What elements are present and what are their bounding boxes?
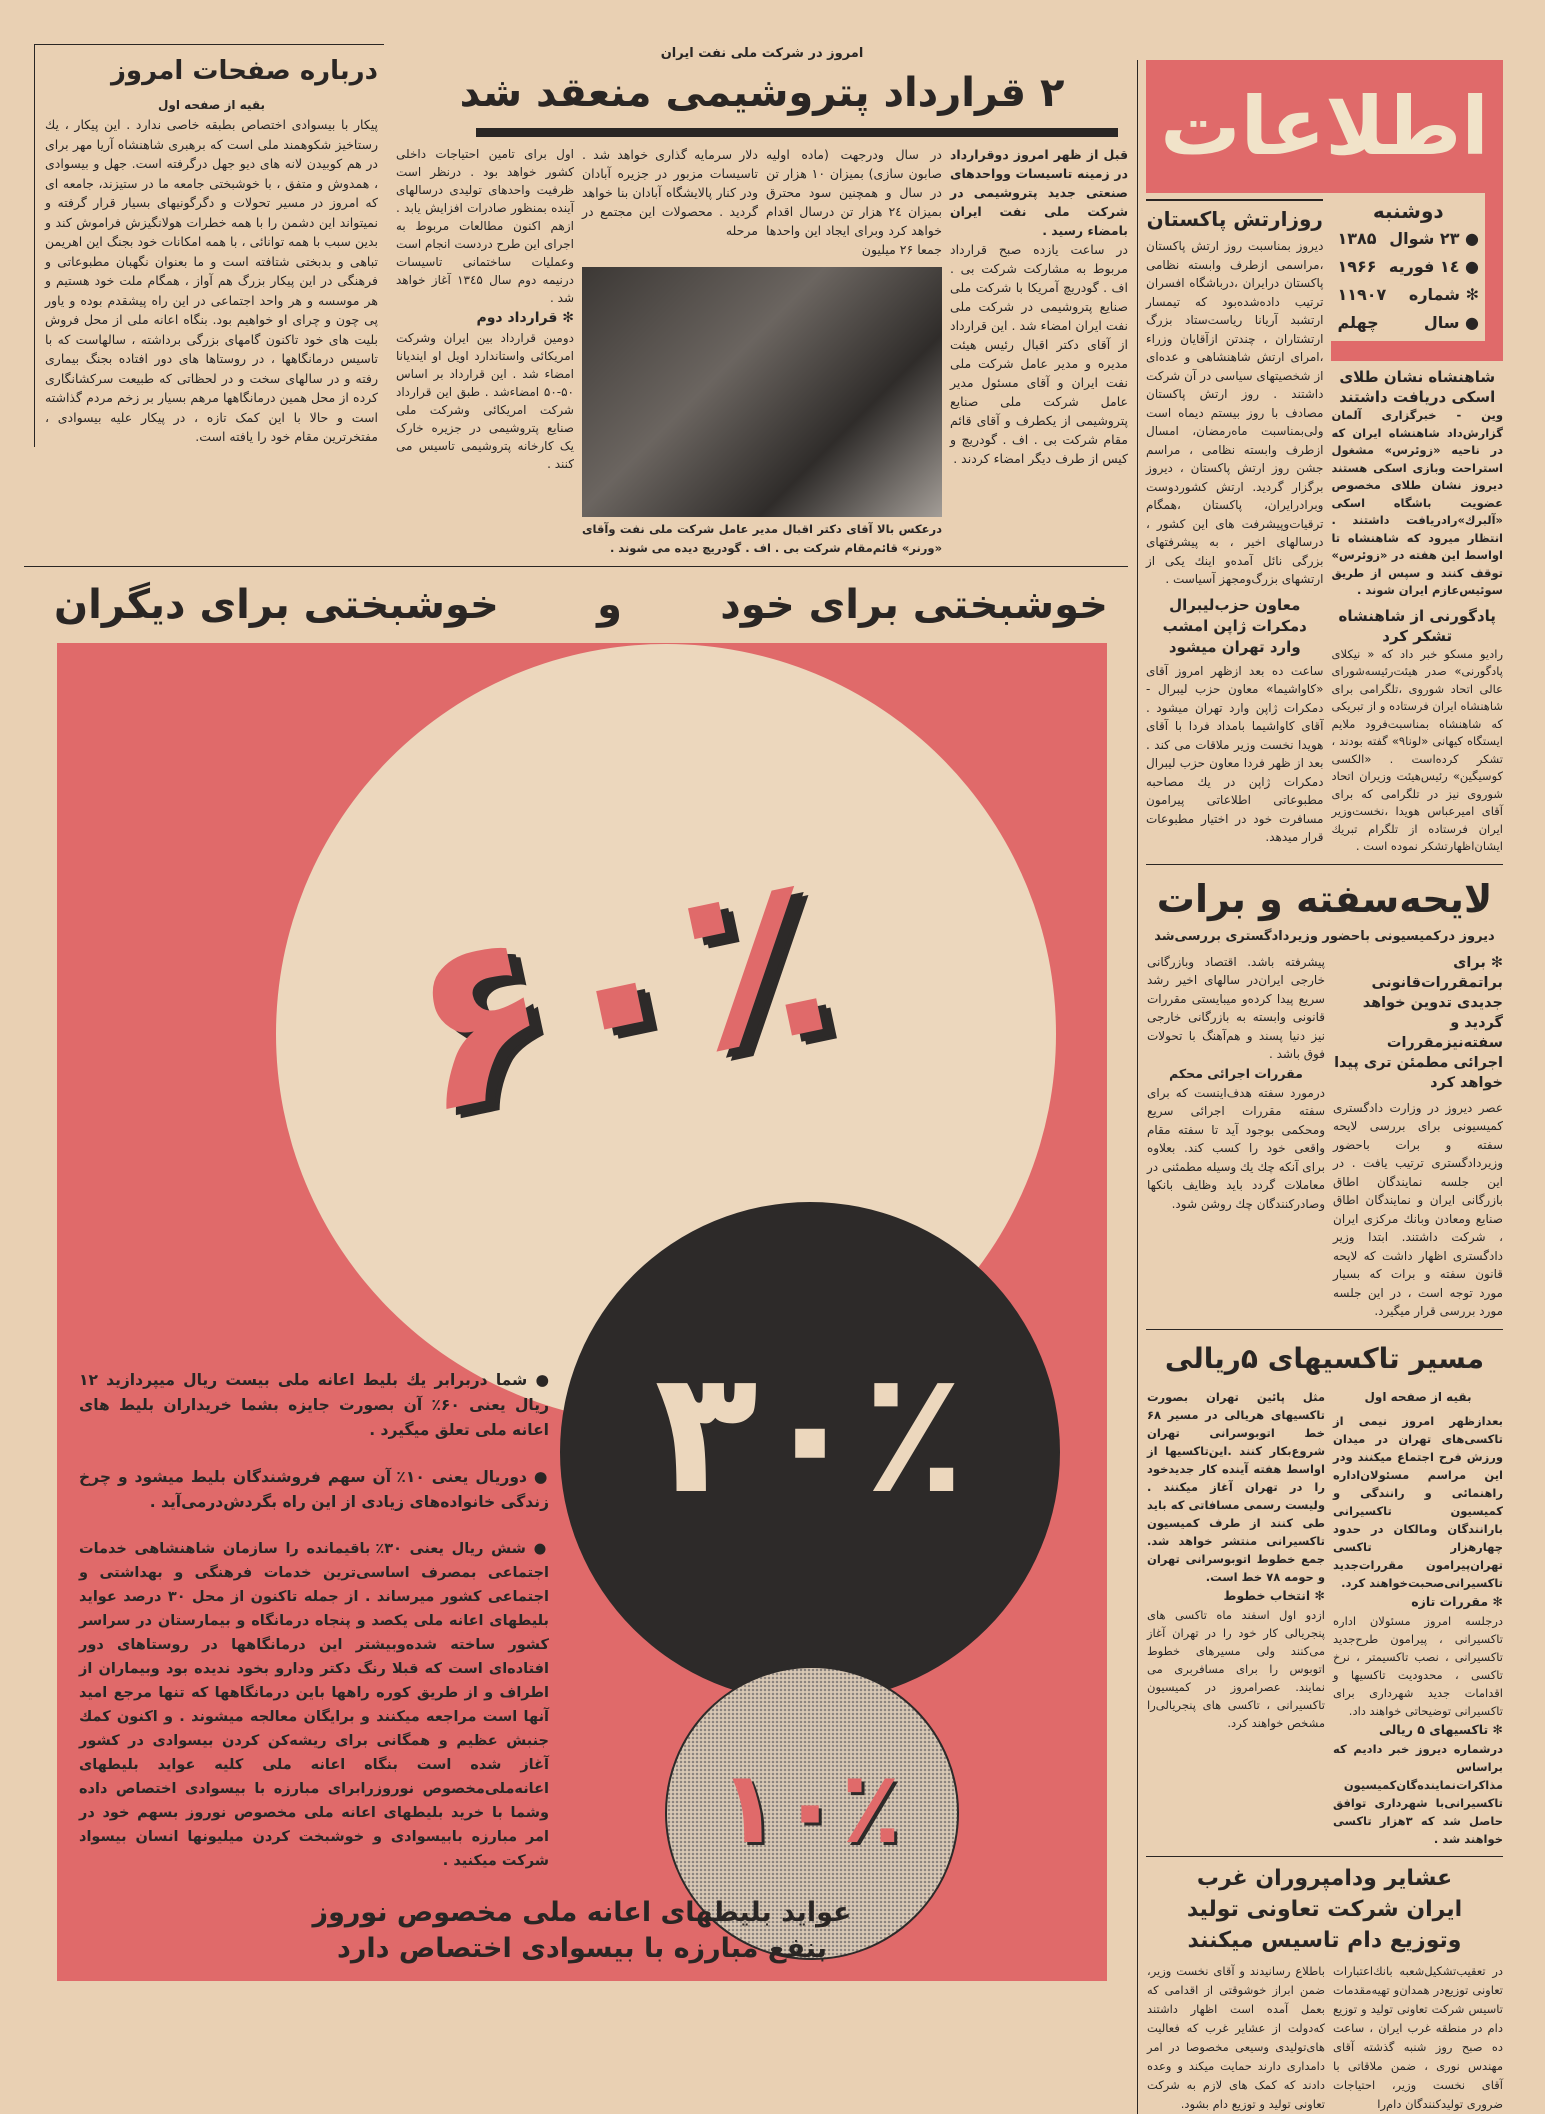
lead-paragraph: قبل از ظهر امروز دوقرارداد در زمینه تاسیسات وواحدهای صنعتی جدید پتروشیمی در شرکت ملی نفت ایران بامضاء رسید . <box>950 147 1128 238</box>
bills-subhead: دیروز درکمیسیونی باحضور وزیردادگستری بررسی‌شد <box>1154 928 1495 944</box>
podgorny-body: رادیو مسکو خبر داد که « نیکلای پادگورنی» صدر هیئت‌رئیسه‌شورای عالی اتحاد شوروی ،تلگرامی برای شاهنشاه ایران فرستاده و از تبریکی که شاهنشاه بمناسبت‌فرود ملایم ایستگاه کیهانی «لونا۹» گفته بودند ، تشکر کرده‌است . «الکسی کوسیگین» رئیس‌هیئت وزیران اتحاد شوروی نیز در تلگرامی که برای آقای امیرعباس هویدا ،نخست‌وزیر ایران فرستاده از تلگرام تبریك ایشان‌اظهارتشکر نموده است . <box>1331 646 1503 853</box>
lead-photo <box>582 267 942 517</box>
bills-headline: لایحه‌سفته و برات <box>1156 876 1493 921</box>
bills-subhead-2: مقررات اجرائی محکم <box>1169 1065 1303 1081</box>
lead-kicker: امروز در شرکت ملی نفت ایران <box>660 46 864 61</box>
shah-medal-article <box>1331 367 1503 856</box>
main-area <box>24 44 1128 1981</box>
second-contract-subhead: ✻ قرارداد دوم <box>476 310 574 326</box>
taxi-body-left: مثل پائین تهران بصورت تاکسیهای هریالی در مسیر ۶۸ خط اتوبوسرانی تهران شروع‌بکار کنند .این‌تاکسیها از اواسط هفته آینده کار جدیدخود را در تهران آغاز میکنند . ولیست رسمی مسافاتی که باید طی کنند از طرف کمیسیون تاکسیرانی منتشر خواهد شد. جمع خطوط اتوبوسرانی تهران و حومه ۷۸ خط است. <box>1147 1389 1325 1584</box>
shah-medal-headline: شاهنشاه نشان طلای اسکی دریافت داشتند <box>1339 368 1496 406</box>
japan-headline: معاون حزب‌لیبرال دمکرات ژاپن امشب وارد تهران میشود <box>1162 595 1307 656</box>
shah-medal-body: وین - خبرگزاری آلمان گزارش‌داد شاهنشاه ایران که در ناحیه «زوئرس» مشغول استراحت وبازی اسکی هستند دیروز نشان طلای مخصوص عضویت باشگاه اسکی «آلبرك»رادریافت داشتند . انتظار میرود که شاهنشاه تا اواسط این هفته در «زوئرس» توقف کنند و سپس از طریق سوئیس‌عازم ایران شوند . <box>1331 408 1503 597</box>
pakistan-body: دیروز بمناسبت روز ارتش پاکستان ،مراسمی ازطرف وابسته نظامی پاکستان درایران ،درباشگاه افسران ترتیب داده‌شده‌بود که تیمسار ارتشبد آریانا ریاست‌ستاد بزرگ ارتشتاران ، چندتن ازآقایان وزراء ،امرای ارتش شاهنشاهی و عده‌ای از شخصیتهای سیاسی در آن شرکت داشتند . روز ارتش پاکستان مصادف با روز بیستم دیماه است ولی‌بمناسبت ماه‌رمضان، امسال ازطرف وابسته نظامی ، مراسم جشن روز ارتش پاکستان ، دیروز برگزار گردید. ارتش کشوردوست وبرادرایران، پاکستان ،همگام ترقیات‌وپیشرفت های این کشور ، درسالهای اخیر ، به پیشرفتهای بزرگی نائل آمده‌و اینك یکی از ارتشهای بزرگ‌ومجهز آسیاست . <box>1146 239 1324 586</box>
taxi-continued: بقیه از صفحه اول <box>1364 1389 1472 1404</box>
ad-bullet-list <box>79 1368 549 1873</box>
lead-story <box>396 44 1128 558</box>
taxi-article <box>1146 1329 1503 1848</box>
lead-col-2: در سال ودرجهت (ماده اولیه صابون سازی) بمیزان ۱۰ هزار تن در سال و همچنین سود محترق بمیزان ۲٤ هزار تن درسال اقدام خواهد کرد وبرای ایجاد این واحدها جمعا ۲۶ میلیون <box>766 147 942 257</box>
year: ● سال چهلم <box>1337 313 1479 332</box>
lead-col-4b-body: دومین قرارداد بین ایران وشرکت امریکائی واستاندارد اویل او ایندیانا امضاء شد . این قرارداد بر اساس ۵۰-۵۰ امضاءشد . طبق این قرارداد شرکت امریکائی وشرکت ملی صنایع پتروشیمی در جزیره خارک یک کارخانه پتروشیمی تاسیس می کنند . <box>396 331 574 471</box>
lead-col-3: دلار سرمایه گذاری خواهد شد . تاسیسات مزبور در جزیره آبادان ودر کنار پالایشگاه آبادان بنا خواهد گردید . محصولات این مجتمع در مرحله <box>582 147 758 238</box>
taxi-body-right: بعدازظهر امروز نیمی از تاکسی‌های تهران در میدان ورزش فرح اجتماع میکنند ودر این مراسم مسئولان‌اداره راهنمائی و رانندگی و کمیسیون تاکسیرانی بارانندگان ومالکان در حدود چهارهزار تاکسی تهران‌پیرامون مقررات‌جدید تاکسیرانی‌صحبت‌خواهند کرد. <box>1333 1413 1503 1590</box>
about-today-article <box>34 44 384 447</box>
pakistan-headline: روزارتش پاکستان <box>1146 207 1323 231</box>
about-today-continued: بقیه از صفحه اول <box>157 98 265 112</box>
taxi-headline: مسیر تاکسیهای ۵ریالی <box>1164 1341 1485 1375</box>
japan-article <box>1146 595 1323 847</box>
ad-bullet-10: ● دوریال یعنی ۱۰٪ آن سهم فروشندگان بلیط میشود و چرخ زندگی خانواده‌های زیادی از این راه بگردش‌درمی‌آید . <box>79 1468 549 1511</box>
ad-bullet-60: ● شما دربرابر یك بلیط اعانه ملی بیست ریال میپردازید ۱۲ ریال یعنی ۶۰٪ آن بصورت جایزه بشما خریداران بلیط های اعانه ملی تعلق میگیرد . <box>79 1371 550 1439</box>
lead-col-1 <box>950 145 1128 468</box>
headline-bar <box>476 128 1118 137</box>
weekday: دوشنبه <box>1372 199 1444 223</box>
ad-headline-left: خوشبختی برای دیگران <box>54 582 499 628</box>
masthead-banner <box>1146 60 1503 193</box>
bills-body-right: عصر دیروز در وزارت دادگستری کمیسیونی برای بررسی لایحه سفته و برات باحضور وزیردادگستری ترتیب یافت . در این جلسه نمایندگان اطاق بازرگانی ایران و نمایندگان اطاق صنایع ومعادن وبانك مرکزی ایران ، شرکت داشتند. ابتدا وزیر دادگستری اظهار داشت که لایحه قانون سفته و برات که بسیار مورد توجه است ، در این جلسه مورد بررسی قرار میگیرد. <box>1333 1100 1503 1318</box>
masthead-title: اطلاعات <box>1160 79 1489 173</box>
date-box <box>1331 193 1485 341</box>
pakistan-article <box>1146 205 1323 589</box>
percent-10: ۱۰٪ <box>718 1749 902 1866</box>
percent-30: ۳۰٪ <box>654 1334 966 1532</box>
ad-bullet-30: ● شش ریال یعنی ۳۰٪ باقیمانده را سازمان شاهنشاهی خدمات اجتماعی بمصرف اساسی‌ترین خدمات فرهنگی و بهداشتی و اجتماعی کشور میرساند . از جمله تاکنون از محل ۳۰ درصد عواید بلیطهای اعانه ملی یکصد و پنجاه درمانگاه و بیمارستان در سراسر کشور ساخته شده‌وبیشتر این درمانگاهها در روستاهای دور افتاده‌ای است که قبلا رنگ دکتر ودارو بخود ندیده بود وبیماران از اطراف و از طریق کوره راهها باین درمانگاهها که تنها مرجع امید آنها است مراجعه میکنند و برایگان معالجه میشوند . و اکنون کمك جنبش عظیم و همگانی برای ریشه‌کن کردن بیسوادی در کشور آغاز شده است بنگاه اعانه ملی کلیه عواید بلیطهای اعانه‌ملی‌مخصوص نوروزرابرای مبارزه با بیسوادی اختصاص داده وشما با خرید بلیطهای اعانه ملی مخصوص نوروز بسهم خود در امر مبارزه بابیسوادی و خوشبخت کردن میلیونها انسان بیسواد شرکت میکنید . <box>79 1541 549 1869</box>
issue-number: ✻ شماره ۱۱۹۰۷ <box>1337 285 1479 304</box>
podgorny-headline: پادگورنی از شاهنشاه تشکر کرد <box>1338 606 1496 645</box>
date-box-frame <box>1331 193 1503 361</box>
taxi-subhead-2: ✻ تاکسیهای ۵ ریالی <box>1379 1721 1503 1737</box>
taxi-body-right-3: درشماره دیروز خبر دادیم که براساس مذاکرات‌نماینده‌گان‌کمیسیون تاکسیرانی‌با شهرداری توافق حاصل شد که ۳هزار تاکسی خواهند شد . <box>1333 1741 1503 1846</box>
ad-footer-line-2: بنفع مبارزه با بیسوادی اختصاص دارد <box>337 1933 827 1964</box>
tribes-body-left: باطلاع رسانیدند و آقای نخست وزیر، ضمن ابراز خوشوقتی از اقدامی که بعمل آمده است اظهار داشتند که‌دولت از عشایر غرب که فعالیت های‌تولیدی وسیعی مخصوصا در امر دامداری دارند حمایت میکند و وعده دادند که کمک های لازم به شرکت تعاونی تولید و توزیع دام بشود. <box>1147 1963 1325 2111</box>
tribes-headline: عشایر ودامپروران غرب ایران شرکت تعاونی تولید وتوزیع دام تاسیس میکنند <box>1186 1865 1463 1953</box>
photo-caption: درعکس بالا آقای دکتر اقبال مدیر عامل شرکت ملی نفت وآقای «ورنر» قائم‌مقام شرکت بی . اف . گودریچ دیده می شوند . <box>582 522 942 555</box>
ad-headline-and: و <box>597 582 622 628</box>
ad-footer-line-1: عواید بلیطهای اعانه ملی مخصوص نوروز <box>312 1897 852 1928</box>
ad-headline <box>24 567 1128 643</box>
lottery-advertisement <box>57 643 1107 1981</box>
date-row-hijri: ● ۲۳ شوال ۱۳۸۵ <box>1337 229 1479 248</box>
lead-col-4 <box>396 145 574 473</box>
taxi-body-left-2: ازدو اول اسفند ماه تاکسی های پنجریالی کار خود را در تهران آغاز می‌کنند ولی مسیرهای خطوط اتوبوس را برای مسافربری می نمایند. عصرامروز در کمیسیون تاکسیرانی ، تاکسی های پنجریالی‌را مشخص خواهند کرد. <box>1147 1607 1325 1730</box>
tribes-body-right: در تعقیب‌تشکیل‌شعبه بانك‌اعتبارات تعاونی توزیع‌در همدان‌و تهیه‌مقدمات تاسیس شرکت تعاونی تولید و توزیع دام در منطقه غرب ایران ، ساعت ده صبح روز شنبه گذشته آقای مهندس نوری ، ضمن ملاقاتی با آقای نخست وزیر، احتیاجات ضروری تولیدکنندگان دام‌را <box>1333 1963 1503 2111</box>
lead-col-1-body: در ساعت یازده صبح قرارداد مربوط به مشارکت شرکت بی . اف . گودریچ آمریکا با شرکت ملی صنایع پتروشیمی در شرکت ملی نفت ایران امضاء شد . این قرارداد از آقای دکتر اقبال رئیس هیئت مدیره و مدیر عامل شرکت ملی نفت ایران و آقای مسئول مدیر عامل شرکت ملی صنایع پتروشیمی از یکطرف و آقای قائم مقام شرکت بی . اف . گودریچ و کیس از طرف دیگر امضاء کردند . <box>950 242 1128 466</box>
japan-body: ساعت ده بعد ازظهر امروز آقای «کاواشیما» معاون حزب لیبرال - دمکرات ژاپن وارد تهران میشود . آقای کاواشیما بامداد فردا با آقای هویدا نخست وزیر ملاقات می کند . بعد از ظهر فردا معاون حزب لیبرال دمکرات ژاپن در یك مصاحبه مطبوعاتی اطلاعاتی پیرامون مسافرت خود در اختیار مطبوعات قرار میدهد. <box>1146 663 1324 844</box>
taxi-subhead-1: ✻ مقررات تازه <box>1411 1593 1503 1609</box>
date-row-gregorian: ● ۱٤ فوریه ۱۹۶۶ <box>1337 257 1479 276</box>
about-today-body: پیکار با بیسوادی اختصاص بطبقه خاصی ندارد . این پیکار ، یك رستاخیز شکوهمند ملی است که برهبری شاهنشاه آریا مهر برای در هم کوبیدن لانه های دیو جهل درگرفته است. جهل و بیسوادی ، همدوش و متفق ، با خوشبختی جامعه ما در ستیزند، جامعه ای که امروز در مسیر تحولات و دگرگونیهای بسیار قرار گرفته و نمیتواند این دشمن را با همه خطرات هولانگیزش فراموش کند و بدین سبب با همه توانائی ، با همه امکانات خود بجنگ این اهریمن تباهی و بدبختی شتافته است و ما بعنوان نگهبان مطبوعاتی و فرهنگی در این پیکار بزرگ هم آواز ، همگام ملت خود هستیم و هر موسسه و هر واحد اجتماعی در این راه پیشقدم بوده و یاور پی چون و چرای او خواهیم بود. بنگاه اعانه ملی از محل فروش بلیت های خود تاکنون گامهای بزرگی برداشته ، سالهاست که با تاسیس درمانگاهها ، در روستاها های دور افتاده بجنگ بیماری رفته و در سالهای سخت و در لحظاتی که طبیعت سرکشانگاری کرده از محل همین درمانگاهها مرهم بسیار بر زخم مردم گذاشته است و حالا با این کمک تازه ، در پیکار علیه بیسوادی ، مفتخرترین مقام خود را یافته است. <box>45 117 378 444</box>
lead-col-4-body: اول برای تامین احتیاجات داخلی کشور خواهد بود . درنظر است ظرفیت واحدهای تولیدی درسالهای آینده بمنظور صادرات افزایش یابد . ازهم اکنون مطالعات مربوط به اجرای این طرح دردست انجام است وعملیات ساختمانی تاسیسات درنیمه دوم سال ۱۳٤۵ آغاز خواهد شد . <box>396 147 574 305</box>
bills-summary: ✻ برای براتمقررات‌قانونی جدیدی تدوین خواهد گردید و سفته‌نیزمقررات اجرائی مطمئن تری پیدا خواهد کرد <box>1334 954 1503 1091</box>
tribes-article <box>1146 1856 1503 2114</box>
taxi-subhead-3: ✻ انتخاب خطوط <box>1223 1587 1325 1603</box>
bills-body-left-2: درمورد سفته هدف‌اینست که برای سفته مقررات اجرائی سریع ومحکمی بوجود آید تا سفته مقام واقعی خود را کسب کند. بعلاوه برای آنکه چك یك وسیله مطمئنی در معاملات گردد باید وظایف بانکها وصادرکنندگان چك روشن شود. <box>1147 1085 1325 1211</box>
bills-article <box>1146 864 1503 1321</box>
bills-body-left: پیشرفته باشد. اقتصاد وبازرگانی خارجی ایران‌در سالهای اخیر رشد سریع پیدا کرده‌و میبایستی مقررات قانونی وابسته به بازرگانی خارجی نیز دنیا پسند و هم‌آهنگ با تحولات فوق باشد . <box>1147 954 1325 1061</box>
taxi-body-right-2: درجلسه امروز مسئولان اداره تاکسیرانی ، پیرامون طرح‌جدید تاکسیرانی ، نصب تاکسیمتر ، نرخ تاکسی ، محدودیت تاکسیها و اقدامات جدید شهرداری برای تاکسیرانی توضیحاتی خواهند داد. <box>1333 1613 1503 1718</box>
ad-headline-right: خوشبختی برای خود <box>720 582 1108 628</box>
percent-60: ۶۰٪ <box>383 818 851 1167</box>
about-today-headline: درباره صفحات امروز <box>110 56 378 86</box>
lead-headline: ۲ قرارداد پتروشیمی منعقد شد <box>459 70 1065 116</box>
right-column <box>1137 60 1503 2114</box>
